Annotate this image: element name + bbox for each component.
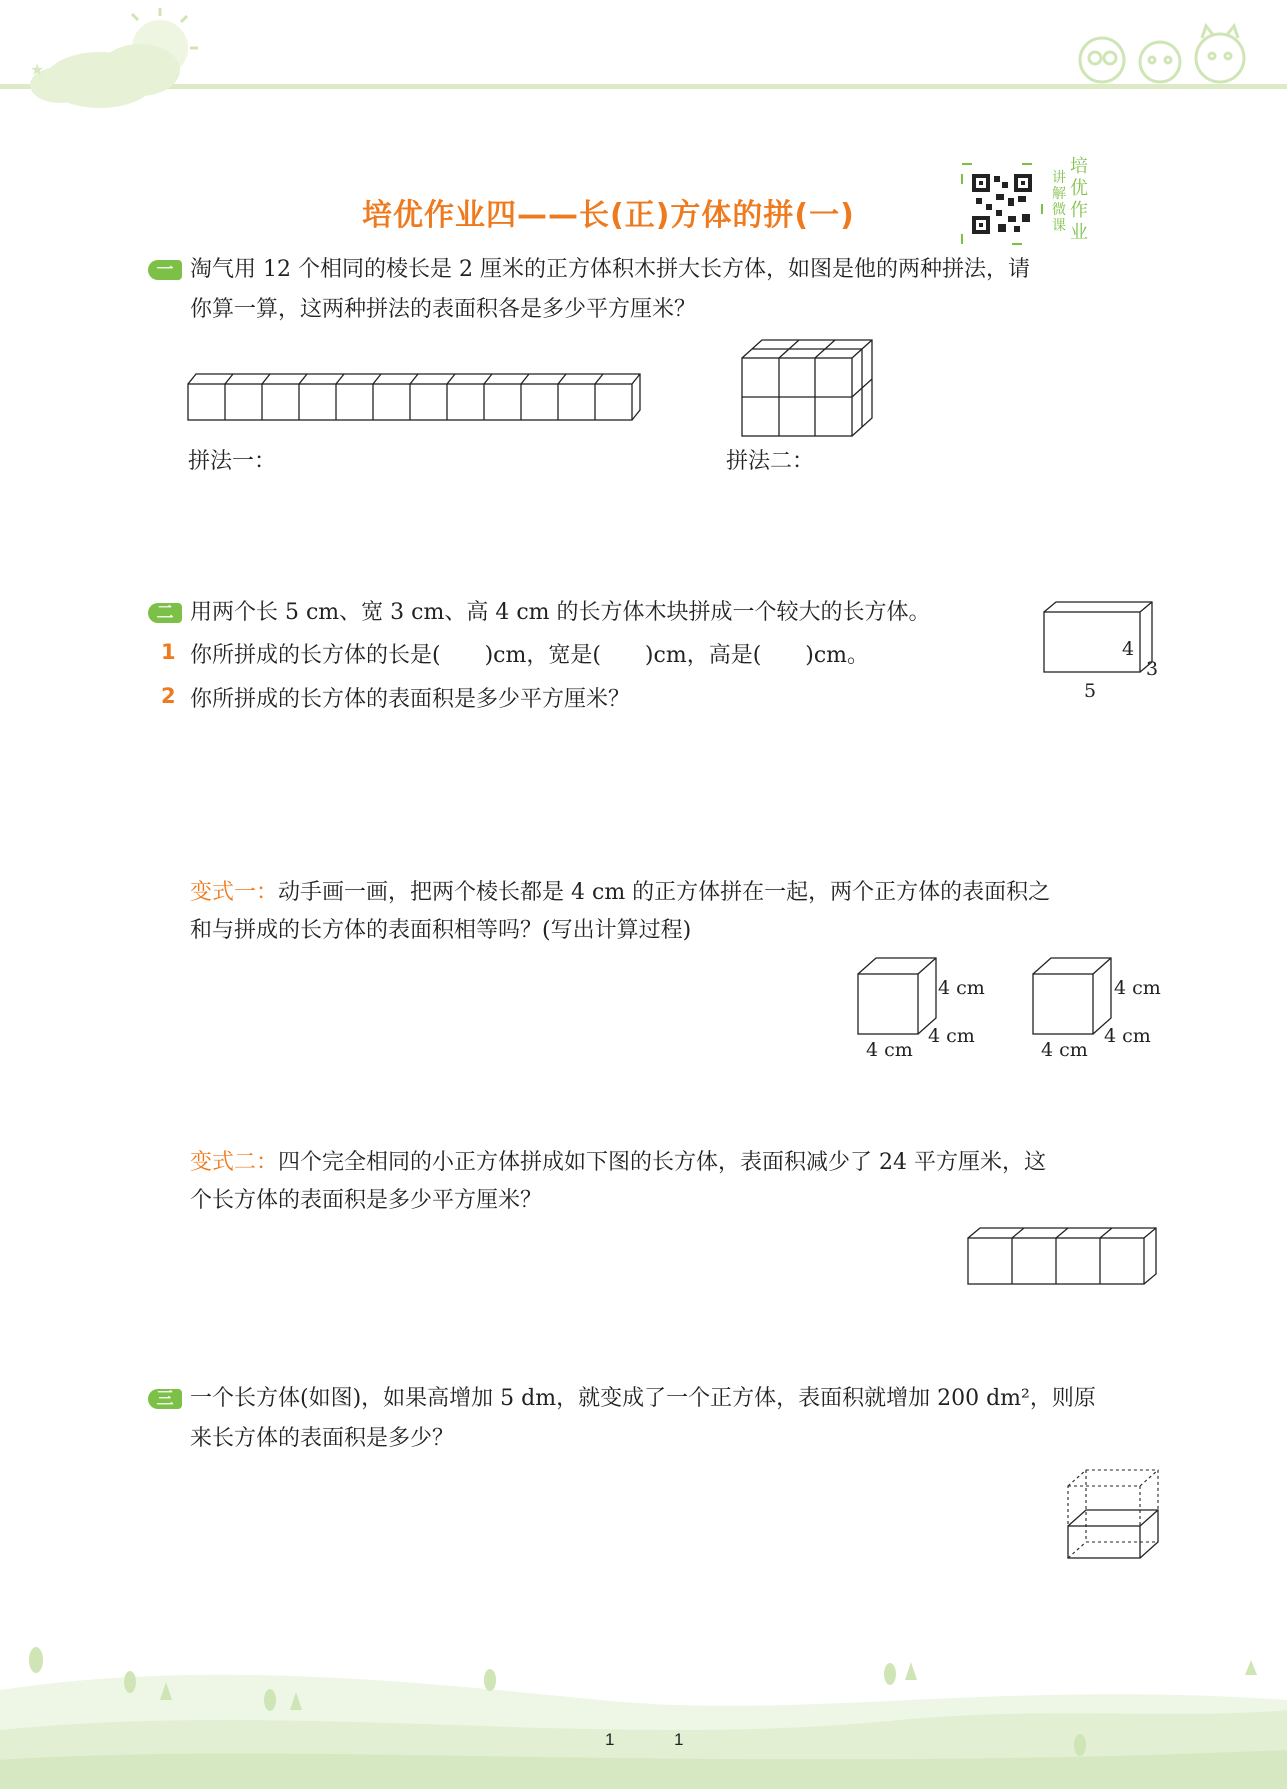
cube-left-height-label: 4 cm (938, 977, 985, 999)
q2-text-line1: 用两个长 5 cm、宽 3 cm、高 4 cm 的长方体木块拼成一个较大的长方体。 (190, 600, 931, 625)
question-badge-1: 一 (148, 260, 182, 280)
figure-four-cubes (968, 1226, 1168, 1288)
figure-cube-right (1033, 956, 1113, 1036)
figure-cube-left (858, 956, 938, 1036)
question-badge-3: 三 (148, 1389, 182, 1409)
page-title: 培优作业四——长(正)方体的拼(一) (362, 198, 855, 233)
cube-right-height-label: 4 cm (1114, 977, 1161, 999)
variant1-line2: 和与拼成的长方体的表面积相等吗？(写出计算过程) (190, 918, 692, 943)
figure-arrangement-2 (742, 338, 882, 438)
q3-text-line1: 一个长方体(如图)，如果高增加 5 dm，就变成了一个正方体，表面积就增加 200 dm²，则原 (190, 1386, 1096, 1411)
variant2-line1 (190, 1143, 1046, 1183)
variant1-line1 (190, 873, 1050, 913)
variant2-text: 四个完全相同的小正方体拼成如下图的长方体，表面积减少了 24 平方厘米，这 (278, 1150, 1046, 1175)
figure-cuboid-extended (1066, 1466, 1166, 1562)
q2-figure-height-label: 4 (1122, 638, 1135, 660)
q2-figure-width-label: 3 (1146, 658, 1159, 680)
cube-right-depth-label: 4 cm (1104, 1025, 1151, 1047)
q1-label-arrangement-1: 拼法一： (188, 449, 277, 474)
q2-subquestion-2: 你所拼成的长方体的表面积是多少平方厘米？ (190, 687, 631, 712)
page-number-left: 1 (605, 1730, 615, 1749)
svg-text:★: ★ (30, 60, 45, 79)
cube-left-width-label: 4 cm (866, 1039, 913, 1061)
animal-faces-decoration (1060, 20, 1260, 90)
q1-text-line1: 淘气用 12 个相同的棱长是 2 厘米的正方体积木拼大长方体，如图是他的两种拼法，请 (190, 257, 1030, 282)
q3-text-line2: 来长方体的表面积是多少？ (190, 1426, 455, 1451)
figure-arrangement-1 (188, 372, 638, 422)
q1-text-line2: 你算一算，这两种拼法的表面积各是多少平方厘米？ (190, 297, 697, 322)
sun-cloud-decoration (0, 0, 220, 120)
q2-figure-length-label: 5 (1084, 680, 1097, 702)
variant1-tag: 变式一： (190, 880, 279, 905)
variant1-text: 动手画一画，把两个棱长都是 4 cm 的正方体拼在一起，两个正方体的表面积之 (278, 880, 1051, 905)
q2-subquestion-number-1: 1 (161, 640, 176, 664)
page-number-right: 1 (674, 1730, 684, 1749)
qr-caption-right: 培优作业 (1070, 156, 1088, 243)
q2-subquestion-number-2: 2 (161, 684, 176, 708)
variant2-tag: 变式二： (190, 1150, 279, 1175)
q2-subquestion-1: 你所拼成的长方体的长是( )cm，宽是( )cm，高是( )cm。 (190, 643, 870, 668)
variant2-line2: 个长方体的表面积是多少平方厘米？ (190, 1188, 543, 1213)
landscape-decoration (0, 1640, 1287, 1789)
cube-right-width-label: 4 cm (1041, 1039, 1088, 1061)
qr-caption-left: 讲解微课 (1052, 170, 1066, 234)
qr-code-icon[interactable] (962, 164, 1042, 244)
question-badge-2: 二 (148, 603, 182, 623)
q1-label-arrangement-2: 拼法二： (726, 449, 815, 474)
cube-left-depth-label: 4 cm (928, 1025, 975, 1047)
